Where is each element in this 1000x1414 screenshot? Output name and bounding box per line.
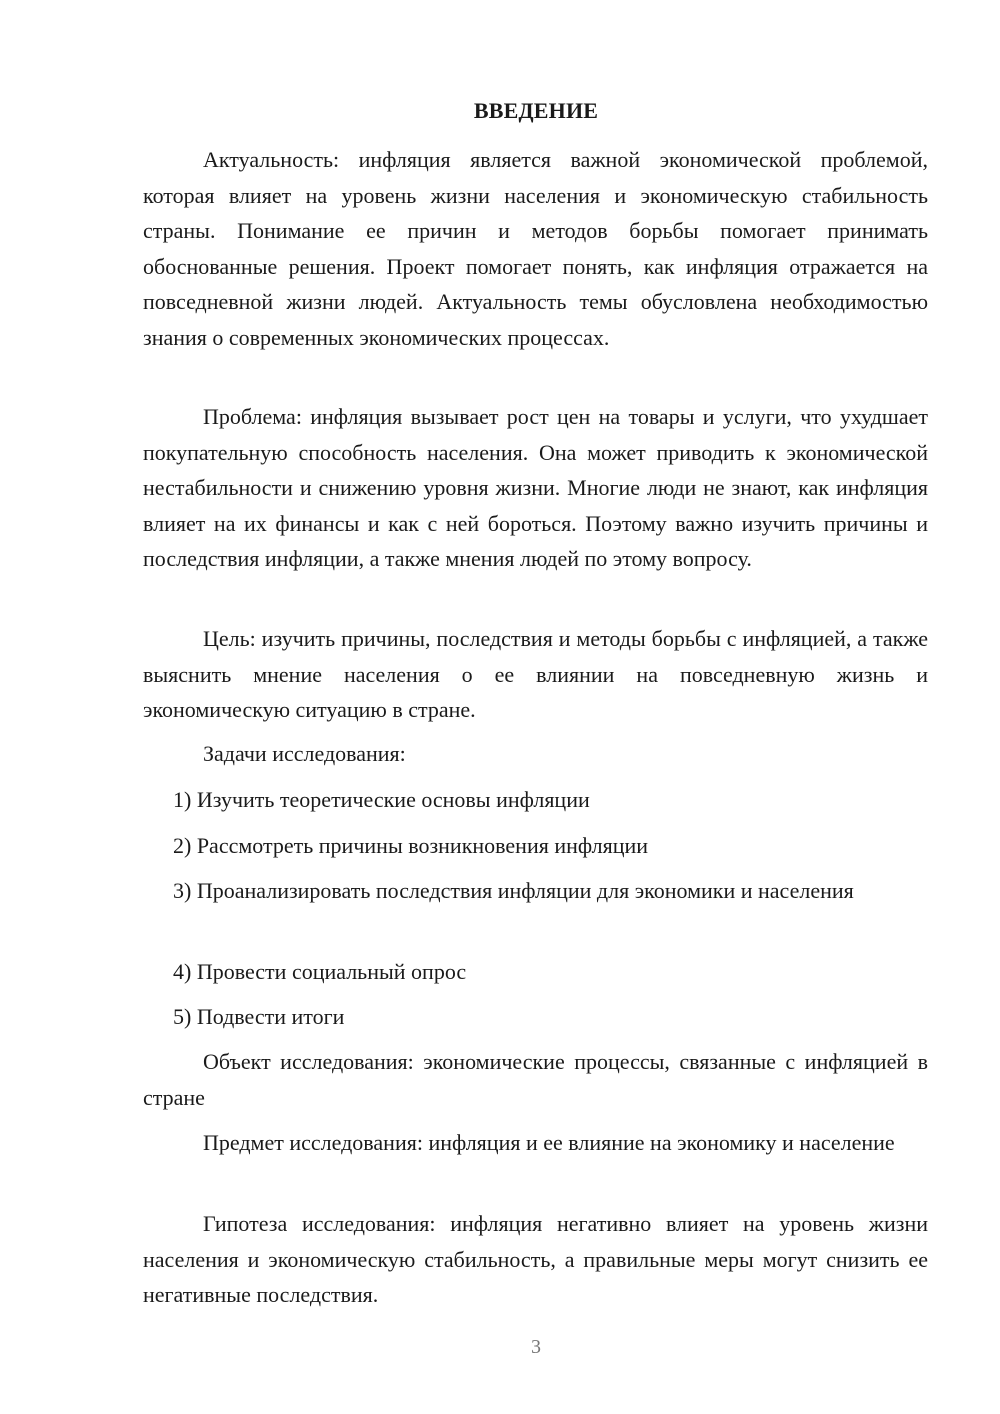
page-number: 3 — [531, 1336, 541, 1358]
tasks-heading: Задачи исследования: — [203, 741, 406, 766]
list-item-task-1: 1) Изучить теоретические основы инфляции — [173, 787, 590, 812]
paragraph-relevance: Актуальность: инфляция является важной экономической проблемой, которая влияет на уровень жизни населения и экономическую стабильность страны. Понимание ее причин и методов борьбы помогает принимать обоснованные решения. Проект помогает понять, как инфляция отражается на повседневной жизни людей. Актуальность темы обусловлена необходимостью знания о современных экономических процессах. — [143, 147, 928, 350]
hypothesis-block — [143, 1206, 928, 1313]
tasks-heading-block — [143, 736, 928, 772]
task-item-1-block — [143, 782, 928, 818]
paragraph-problem: Проблема: инфляция вызывает рост цен на товары и услуги, что ухудшает покупательную способность населения. Она может приводить к экономической нестабильности и снижению уровня жизни. Многие люди не знают, как инфляция влияет на их финансы и как с ней бороться. Поэтому важно изучить причины и последствия инфляции, а также мнения людей по этому вопросу. — [143, 404, 928, 571]
subject-block — [143, 1125, 928, 1161]
list-item-task-5: 5) Подвести итоги — [173, 1004, 345, 1029]
task-item-4-block — [143, 954, 928, 990]
paragraph-hypothesis: Гипотеза исследования: инфляция негативно влияет на уровень жизни населения и экономическую стабильность, а правильные меры могут снизить ее негативные последствия. — [143, 1211, 928, 1307]
paragraph-subject: Предмет исследования: инфляция и ее влияние на экономику и население — [203, 1130, 895, 1155]
task-item-2-block — [143, 828, 928, 864]
task-item-3-block — [143, 873, 928, 909]
paragraph-object: Объект исследования: экономические процессы, связанные с инфляцией в стране — [143, 1049, 928, 1110]
task-item-5-block — [143, 999, 928, 1035]
body-text-problem-block — [143, 399, 928, 577]
body-text-goal-block — [143, 621, 928, 728]
object-block — [143, 1044, 928, 1115]
paragraph-goal: Цель: изучить причины, последствия и методы борьбы с инфляцией, а также выяснить мнение населения о ее влиянии на повседневную жизнь и экономическую ситуацию в стране. — [143, 626, 928, 722]
list-item-task-2: 2) Рассмотреть причины возникновения инфляции — [173, 833, 649, 858]
list-item-task-3: 3) Проанализировать последствия инфляции для экономики и населения — [173, 878, 854, 903]
body-text — [143, 142, 928, 355]
page-title: ВВЕДЕНИЕ — [473, 98, 599, 123]
list-item-task-4: 4) Провести социальный опрос — [173, 959, 467, 984]
